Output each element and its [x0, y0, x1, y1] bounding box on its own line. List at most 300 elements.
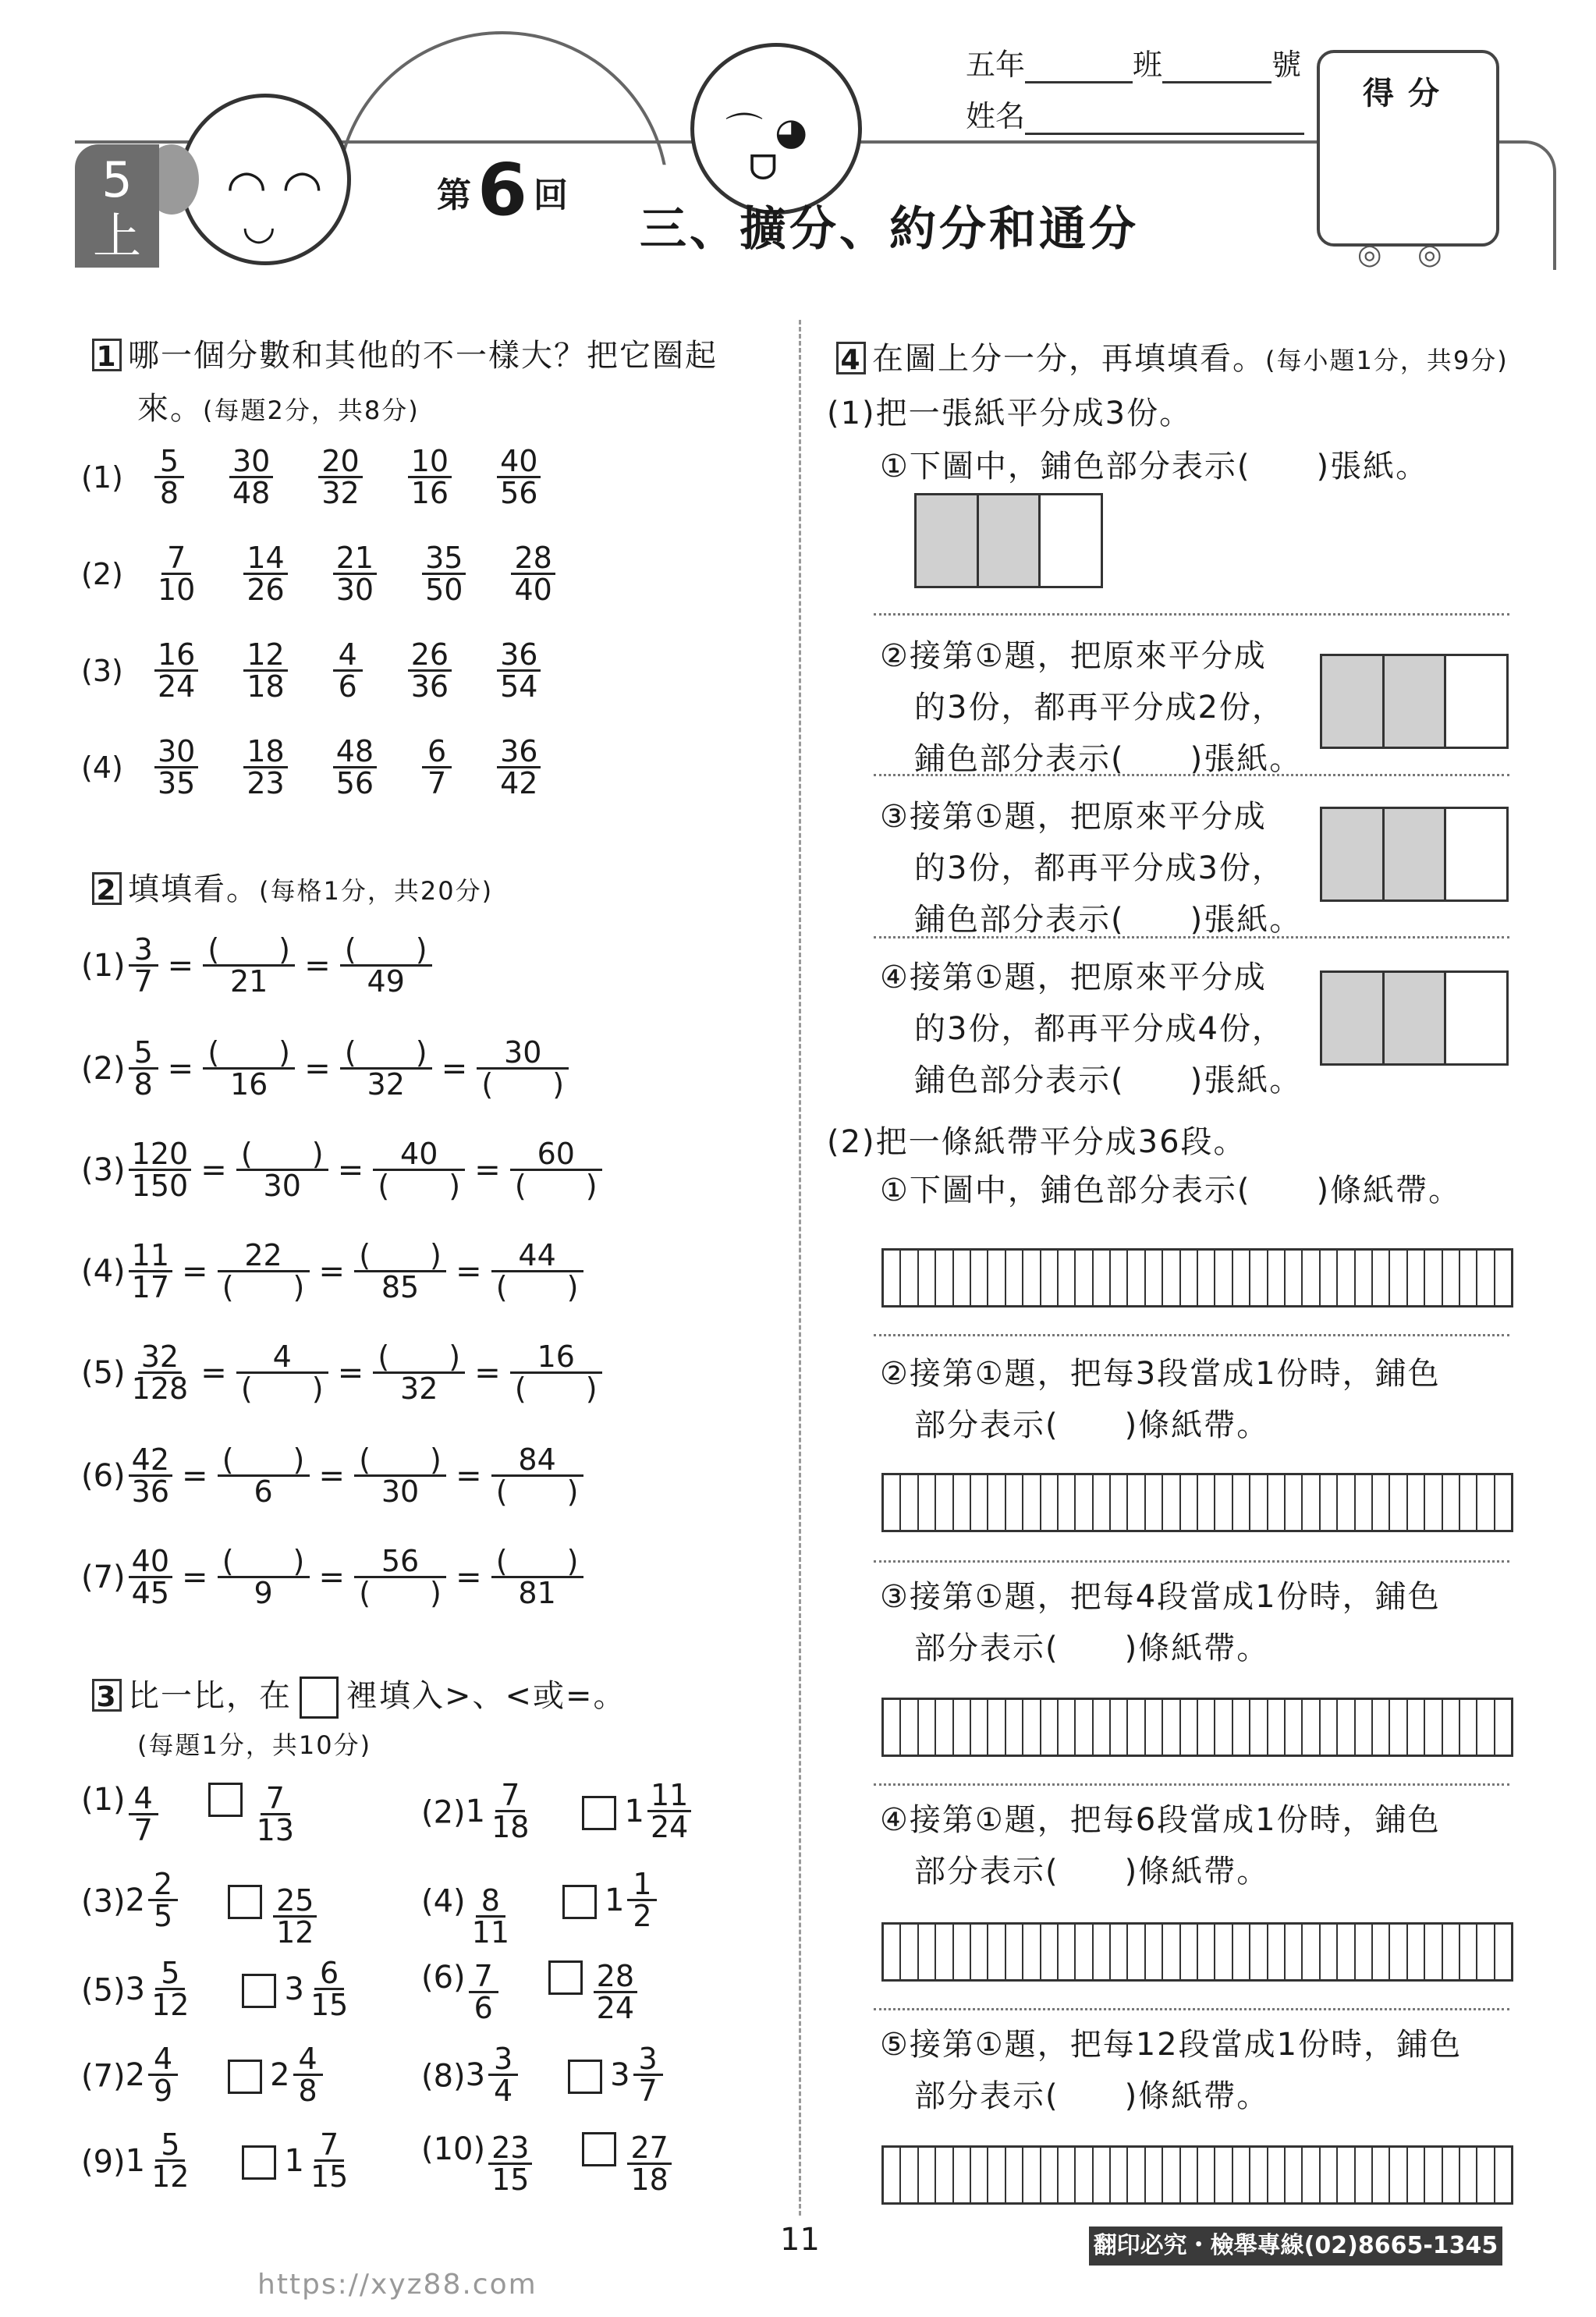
- s3-title-box-icon: [300, 1677, 339, 1719]
- numerator: 44: [491, 1240, 583, 1272]
- strip-segment: [936, 1251, 953, 1305]
- paper-part-blank: [1446, 809, 1506, 899]
- paper-part-blank: [1446, 973, 1506, 1063]
- paper-strip-3[interactable]: [881, 1698, 1513, 1757]
- numerator[interactable]: ( ): [203, 1038, 295, 1070]
- s4-p2-q5: [880, 2019, 1462, 2122]
- s3-compare-item: [81, 2044, 365, 2106]
- s4-p1-q3-line3: 鋪色部分表示( )張紙。: [914, 902, 1303, 938]
- strip-segment: [1076, 1925, 1093, 1979]
- whole-number: 2: [125, 2056, 146, 2093]
- strip-segment: [1163, 1475, 1180, 1530]
- paper-part-shaded: [1322, 809, 1385, 899]
- question-label: (3): [81, 653, 123, 688]
- strip-segment: [971, 1251, 988, 1305]
- s3-compare-item: [421, 2044, 705, 2106]
- fraction-choice[interactable]: [333, 637, 363, 704]
- strip-segment: [1198, 2148, 1215, 2202]
- s4-p2-q4: [880, 1794, 1441, 1897]
- denominator[interactable]: ( ): [378, 1169, 461, 1203]
- strip-segment: [1425, 1925, 1442, 1979]
- strip-segment: [1373, 1700, 1390, 1755]
- numerator: 42: [129, 1445, 172, 1477]
- numerator: 30: [477, 1038, 569, 1070]
- s1-title-2: 來。: [137, 391, 203, 427]
- denominator: 8: [298, 2074, 317, 2108]
- strip-segment: [1338, 1925, 1355, 1979]
- equals-sign: =: [304, 947, 331, 984]
- question-label: (5): [81, 1354, 126, 1391]
- strip-segment: [1111, 1700, 1128, 1755]
- strip-segment: [1321, 2148, 1338, 2202]
- fraction: [488, 2044, 518, 2106]
- denominator[interactable]: ( ): [240, 1371, 324, 1406]
- strip-segment: [1460, 1475, 1477, 1530]
- strip-segment: [1215, 1700, 1232, 1755]
- strip-segment: [1338, 2148, 1355, 2202]
- equals-sign: =: [182, 1457, 208, 1494]
- strip-segment: [1128, 1700, 1145, 1755]
- denominator[interactable]: ( ): [222, 1270, 305, 1304]
- number-blank[interactable]: [1162, 81, 1271, 83]
- strip-segment: [919, 1925, 936, 1979]
- strip-segment: [1128, 1251, 1145, 1305]
- numerator[interactable]: ( ): [373, 1342, 465, 1374]
- numerator: 48: [333, 736, 377, 768]
- strip-segment: [1286, 1251, 1303, 1305]
- answer-box[interactable]: [242, 2145, 276, 2180]
- fraction-choice[interactable]: [154, 446, 184, 508]
- denominator[interactable]: ( ): [514, 1169, 598, 1203]
- strip-segment: [1408, 2148, 1425, 2202]
- numerator: 12: [243, 640, 287, 672]
- right-number: [605, 1869, 699, 1931]
- numerator[interactable]: ( ): [203, 935, 295, 967]
- paper-strip-1[interactable]: [881, 1248, 1513, 1308]
- fraction-choice[interactable]: [422, 543, 466, 605]
- grade-tab: [75, 144, 159, 268]
- s1-question-row: [81, 637, 583, 704]
- strip-segment: [1146, 1925, 1163, 1979]
- strip-segment: [1425, 1700, 1442, 1755]
- denominator: 30: [263, 1169, 301, 1203]
- strip-segment: [1356, 1700, 1373, 1755]
- score-box[interactable]: [1317, 50, 1499, 247]
- s4-p2-q3: [880, 1571, 1441, 1674]
- divider-dotted: [874, 613, 1509, 616]
- strip-segment: [1268, 1475, 1286, 1530]
- fraction: [293, 2044, 323, 2106]
- fraction-choice[interactable]: [243, 637, 287, 704]
- fraction-choice[interactable]: [243, 543, 287, 605]
- left-number: [466, 2044, 560, 2106]
- s2-heading: [92, 864, 493, 909]
- numerator[interactable]: ( ): [491, 1546, 583, 1578]
- denominator[interactable]: ( ): [359, 1576, 442, 1610]
- lesson-number: [437, 148, 568, 232]
- strip-segment: [1303, 1925, 1320, 1979]
- fraction-choice[interactable]: [333, 543, 377, 605]
- equals-sign: =: [337, 1151, 364, 1188]
- divider-dotted: [874, 1560, 1509, 1563]
- strip-segment: [1198, 1475, 1215, 1530]
- strip-segment: [1094, 1700, 1111, 1755]
- strip-segment: [1023, 1925, 1041, 1979]
- right-number: [624, 1780, 733, 1842]
- denominator: 18: [630, 2163, 669, 2197]
- fraction: [373, 1139, 465, 1201]
- strip-segment: [1023, 2148, 1041, 2202]
- question-label: (3): [81, 1151, 126, 1188]
- numerator: 30: [229, 446, 273, 478]
- numerator[interactable]: ( ): [354, 1240, 446, 1272]
- s2-question-row: [81, 932, 434, 999]
- denominator: 26: [246, 573, 285, 607]
- strip-segment: [1390, 1925, 1407, 1979]
- strip-segment: [1460, 2148, 1477, 2202]
- numerator: 22: [218, 1240, 310, 1272]
- numerator: 7: [261, 1783, 290, 1815]
- strip-segment: [1215, 1925, 1232, 1979]
- strip-segment: [1233, 1925, 1250, 1979]
- left-number: [126, 1958, 235, 2020]
- denominator: 10: [158, 573, 196, 607]
- equals-sign: =: [182, 1559, 208, 1595]
- strip-segment: [1443, 1251, 1460, 1305]
- strip-segment: [988, 2148, 1005, 2202]
- denominator: 17: [131, 1270, 170, 1304]
- strip-segment: [1076, 1700, 1093, 1755]
- grade-blank[interactable]: [1025, 81, 1133, 83]
- numerator: 27: [627, 2133, 671, 2165]
- numerator[interactable]: ( ): [218, 1445, 310, 1477]
- paper-strip-4[interactable]: [881, 1922, 1513, 1982]
- paper-diagram-3[interactable]: [1320, 807, 1509, 902]
- strip-segment: [884, 2148, 901, 2202]
- paper-part-shaded: [1385, 973, 1447, 1063]
- strip-segment: [1111, 1475, 1128, 1530]
- s2-question-row: [81, 1546, 585, 1608]
- numerator: 40: [497, 446, 541, 478]
- fraction: [148, 1958, 192, 2020]
- number-label: 號: [1271, 48, 1302, 82]
- fraction: [354, 1240, 446, 1302]
- paper-diagram-2[interactable]: [1320, 654, 1509, 749]
- fraction: [354, 1442, 446, 1509]
- right-number: [270, 2044, 364, 2106]
- numerator: 4: [236, 1342, 328, 1374]
- whole-number: 1: [465, 1793, 486, 1829]
- fraction-choice[interactable]: [497, 736, 541, 798]
- strip-segment: [1460, 1925, 1477, 1979]
- strip-segment: [1408, 1251, 1425, 1305]
- strip-segment: [1338, 1475, 1355, 1530]
- strip-segment: [884, 1251, 901, 1305]
- strip-segment: [1477, 2148, 1495, 2202]
- whole-number: 3: [610, 2056, 630, 2093]
- denominator: 85: [381, 1270, 420, 1304]
- fraction: [129, 1339, 192, 1406]
- strip-segment: [1477, 1475, 1495, 1530]
- strip-segment: [988, 1251, 1005, 1305]
- answer-box[interactable]: [242, 1974, 276, 2008]
- grade-tab-num: 5: [101, 151, 133, 208]
- strip-segment: [1041, 1475, 1059, 1530]
- strip-segment: [1111, 2148, 1128, 2202]
- strip-segment: [1390, 1700, 1407, 1755]
- strip-segment: [1146, 2148, 1163, 2202]
- answer-box[interactable]: [582, 2132, 616, 2166]
- s4-p1-q4: [880, 952, 1302, 1106]
- strip-segment: [936, 1475, 953, 1530]
- answer-box[interactable]: [582, 1796, 616, 1830]
- denominator: 56: [335, 766, 374, 800]
- s4-title: 在圖上分一分，再填填看。: [872, 341, 1265, 377]
- fraction-choice[interactable]: [154, 637, 198, 704]
- denominator[interactable]: ( ): [481, 1067, 565, 1102]
- strip-segment: [1303, 1251, 1320, 1305]
- fraction: [594, 1961, 637, 2023]
- fraction-choice[interactable]: [422, 736, 452, 798]
- s1-number: 1: [92, 339, 122, 371]
- strip-segment: [1390, 2148, 1407, 2202]
- strip-segment: [1373, 1251, 1390, 1305]
- numerator: 11: [129, 1240, 172, 1272]
- strip-segment: [1233, 1700, 1250, 1755]
- s4-p1-q4-line3: 鋪色部分表示( )張紙。: [914, 1063, 1303, 1098]
- strip-segment: [954, 1475, 971, 1530]
- fraction-choice[interactable]: [154, 736, 198, 798]
- strip-segment: [1321, 1925, 1338, 1979]
- numerator[interactable]: ( ): [218, 1546, 310, 1578]
- numerator: 16: [510, 1342, 602, 1374]
- whole-number: 1: [284, 2142, 304, 2179]
- strip-segment: [1006, 1925, 1023, 1979]
- strip-segment: [1128, 2148, 1145, 2202]
- strip-segment: [1128, 1475, 1145, 1530]
- numerator: 5: [129, 1038, 158, 1070]
- numerator: 3: [129, 935, 158, 967]
- fraction: [633, 2044, 663, 2106]
- s4-p1-q2: [880, 630, 1302, 785]
- denominator: 4: [494, 2074, 513, 2108]
- strip-segment: [1198, 1925, 1215, 1979]
- equals-sign: =: [474, 1354, 501, 1391]
- fraction-choice[interactable]: [497, 446, 541, 508]
- fraction: [354, 1546, 446, 1608]
- denominator: 9: [154, 2074, 173, 2108]
- answer-box[interactable]: [548, 1960, 583, 1995]
- numerator: 7: [161, 543, 191, 575]
- s4-p1-q3: [880, 791, 1302, 946]
- strip-segment: [1163, 2148, 1180, 2202]
- name-blank[interactable]: [1025, 133, 1304, 135]
- left-number: [485, 2133, 574, 2195]
- equals-sign: =: [318, 1457, 346, 1494]
- class-label: 班: [1133, 48, 1163, 82]
- strip-segment: [954, 1251, 971, 1305]
- equals-sign: =: [200, 1354, 227, 1391]
- paper-strip-5[interactable]: [881, 2145, 1513, 2205]
- denominator[interactable]: ( ): [495, 1474, 579, 1509]
- fraction: [218, 1240, 310, 1302]
- paper-strip-2[interactable]: [881, 1473, 1513, 1532]
- answer-box[interactable]: [228, 1885, 262, 1919]
- s4-p1-q2-line1: ②接第①題，把原來平分成: [880, 638, 1267, 674]
- paper-thirds-diagram: [914, 493, 1103, 588]
- numerator[interactable]: ( ): [354, 1445, 446, 1477]
- numerator: 4: [333, 640, 363, 672]
- question-label: (1): [81, 459, 123, 495]
- strip-segment: [919, 1251, 936, 1305]
- fraction: [129, 1035, 158, 1102]
- fraction-choice[interactable]: [333, 736, 377, 798]
- answer-box[interactable]: [208, 1783, 243, 1817]
- fraction: [129, 1783, 158, 1845]
- column-divider: [799, 320, 801, 2216]
- fraction-choice[interactable]: [511, 543, 555, 605]
- strip-segment: [1163, 1925, 1180, 1979]
- whole-number: 3: [284, 1971, 304, 2007]
- divider-dotted: [874, 1783, 1509, 1786]
- strip-segment: [901, 1925, 918, 1979]
- fraction: [627, 2133, 671, 2195]
- strip-segment: [1338, 1251, 1355, 1305]
- s3-title-b: 裡填入>、<或=。: [346, 1678, 626, 1714]
- fraction-choice[interactable]: [408, 637, 452, 704]
- strip-segment: [1373, 1475, 1390, 1530]
- denominator[interactable]: ( ): [514, 1371, 598, 1406]
- s3-compare-item: [81, 1867, 359, 1950]
- paper-part-shaded: [917, 495, 979, 586]
- denominator: 50: [425, 573, 463, 607]
- fraction-choice[interactable]: [318, 446, 362, 508]
- strip-segment: [1477, 1700, 1495, 1755]
- strip-segment: [919, 1700, 936, 1755]
- strip-segment: [1443, 1925, 1460, 1979]
- denominator[interactable]: ( ): [495, 1270, 579, 1304]
- question-label: (10): [421, 2131, 486, 2167]
- numerator: 120: [129, 1139, 192, 1171]
- divider-dotted: [874, 936, 1509, 939]
- numerator[interactable]: ( ): [340, 1038, 432, 1070]
- strip-segment: [1408, 1700, 1425, 1755]
- numerator: 7: [495, 1780, 525, 1812]
- denominator: 18: [246, 669, 285, 704]
- fraction-choice[interactable]: [408, 446, 452, 508]
- numerator: 4: [148, 2044, 178, 2076]
- answer-box[interactable]: [228, 2060, 262, 2094]
- fraction: [148, 2127, 192, 2194]
- numerator: 32: [138, 1342, 182, 1374]
- denominator: 35: [158, 766, 196, 800]
- lesson-suffix: 回: [534, 176, 569, 215]
- strip-segment: [1023, 1475, 1041, 1530]
- denominator: 24: [158, 669, 196, 704]
- strip-segment: [1250, 1251, 1268, 1305]
- strip-segment: [919, 1475, 936, 1530]
- answer-box[interactable]: [568, 2060, 602, 2094]
- numerator: 10: [408, 446, 452, 478]
- paper-diagram-4[interactable]: [1320, 970, 1509, 1066]
- fraction: [129, 1240, 172, 1302]
- equals-sign: =: [456, 1559, 482, 1595]
- strip-segment: [1215, 1475, 1232, 1530]
- s2-note: (每格1分，共20分): [259, 876, 494, 906]
- numerator: 5: [155, 2130, 185, 2162]
- fraction-choice[interactable]: [243, 736, 287, 798]
- s4-p2-q5-line2: 部分表示( )條紙帶。: [914, 2078, 1270, 2114]
- fraction-choice[interactable]: [229, 446, 273, 508]
- numerator: 7: [469, 1961, 498, 1993]
- strip-segment: [1006, 2148, 1023, 2202]
- strip-segment: [1111, 1251, 1128, 1305]
- s4-p2-q4-line1: ④接第①題，把每6段當成1份時，鋪色: [880, 1802, 1441, 1838]
- strip-segment: [954, 1700, 971, 1755]
- denominator: 12: [151, 1988, 190, 2022]
- fraction: [307, 2127, 351, 2194]
- answer-box[interactable]: [562, 1885, 597, 1919]
- fraction: [373, 1339, 465, 1406]
- strip-segment: [954, 2148, 971, 2202]
- s2-title: 填填看。: [128, 871, 259, 907]
- strip-segment: [1059, 1700, 1076, 1755]
- numerator: 28: [594, 1961, 637, 1993]
- equals-sign: =: [182, 1253, 208, 1290]
- fraction: [488, 1780, 532, 1842]
- denominator: 11: [471, 1914, 510, 1950]
- strip-segment: [1250, 2148, 1268, 2202]
- strip-segment: [1477, 1925, 1495, 1979]
- strip-segment: [1356, 2148, 1373, 2202]
- strip-segment: [1094, 2148, 1111, 2202]
- strip-segment: [1181, 2148, 1198, 2202]
- strip-segment: [1425, 1251, 1442, 1305]
- denominator: 15: [310, 1988, 349, 2022]
- strip-segment: [884, 1475, 901, 1530]
- s2-question-row: [81, 1339, 604, 1406]
- strip-segment: [1041, 1700, 1059, 1755]
- equals-sign: =: [318, 1559, 346, 1595]
- fraction-choice[interactable]: [154, 543, 198, 605]
- s4-p2-q3-line2: 部分表示( )條紙帶。: [914, 1630, 1270, 1666]
- question-label: (2): [81, 556, 123, 591]
- denominator: 30: [335, 573, 374, 607]
- denominator: 15: [310, 2159, 349, 2194]
- strip-segment: [971, 2148, 988, 2202]
- numerator[interactable]: ( ): [340, 935, 432, 967]
- strip-segment: [1286, 1925, 1303, 1979]
- strip-segment: [1181, 1700, 1198, 1755]
- grade-label: 五年: [966, 48, 1026, 82]
- fraction: [627, 1869, 657, 1931]
- strip-segment: [1094, 1925, 1111, 1979]
- strip-segment: [1443, 1700, 1460, 1755]
- paper-part-shaded: [979, 495, 1041, 586]
- denominator: 13: [256, 1813, 295, 1847]
- fraction: [510, 1139, 602, 1201]
- strip-segment: [1023, 1700, 1041, 1755]
- fraction-choice[interactable]: [497, 637, 541, 704]
- question-label: (7): [81, 1559, 126, 1595]
- strip-segment: [901, 1251, 918, 1305]
- numerator[interactable]: ( ): [236, 1139, 328, 1171]
- denominator: 36: [131, 1474, 170, 1509]
- strip-segment: [971, 1475, 988, 1530]
- strip-segment: [988, 1475, 1005, 1530]
- strip-segment: [1286, 1700, 1303, 1755]
- s4-p1-q1: ①下圖中，鋪色部分表示( )張紙。: [880, 449, 1429, 484]
